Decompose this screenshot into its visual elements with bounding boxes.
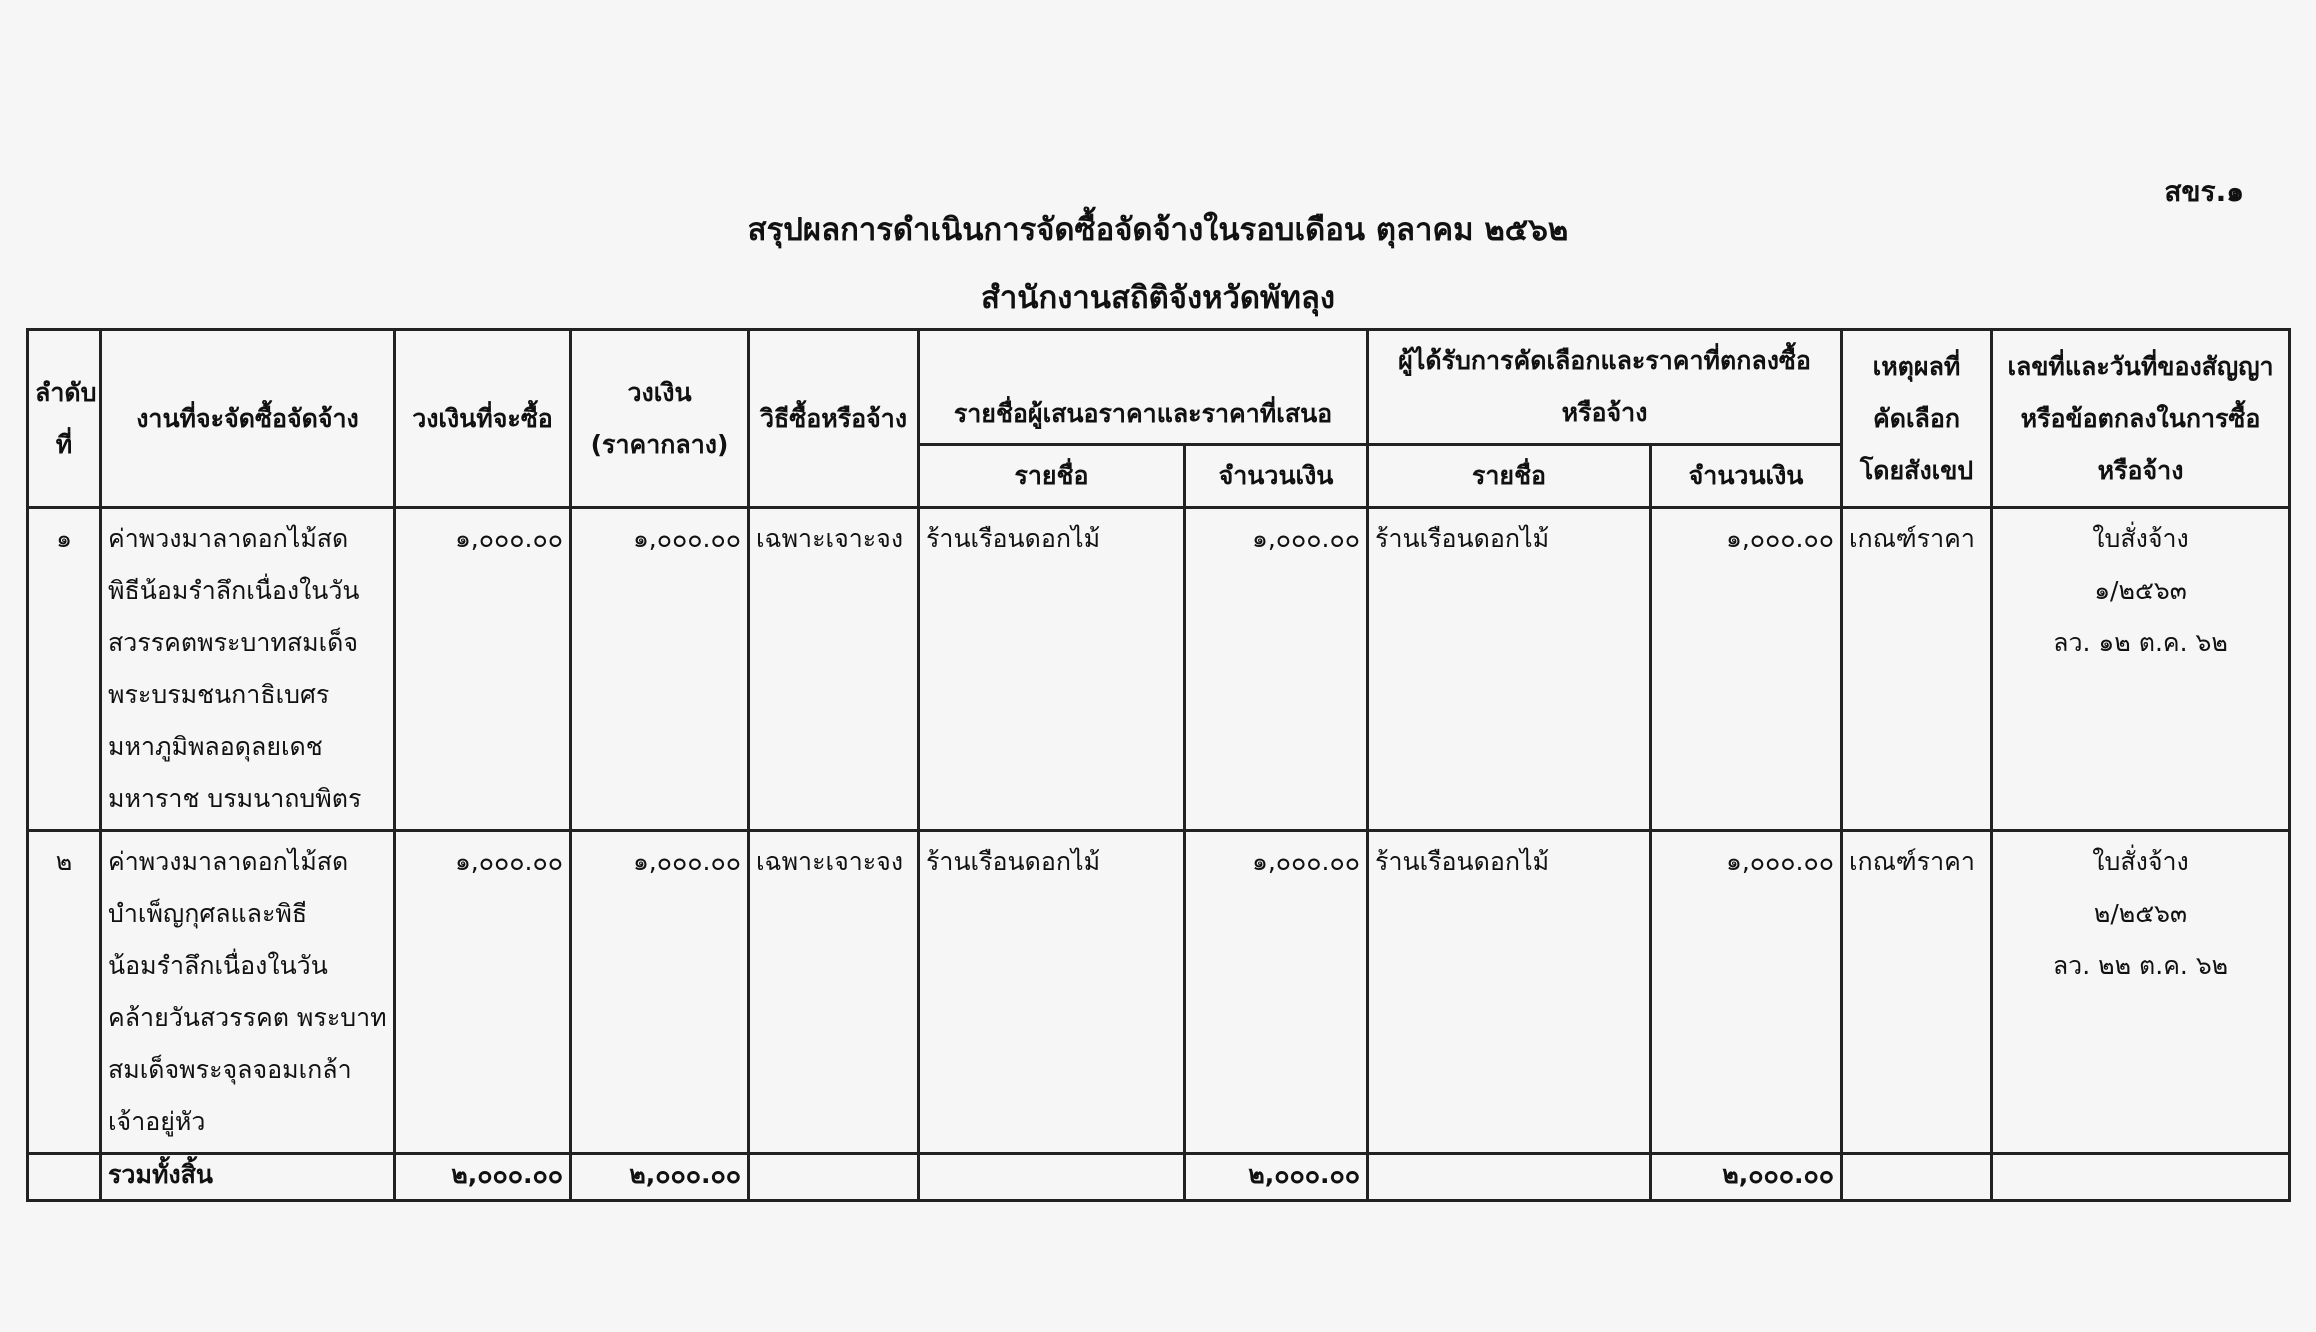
document-subtitle: สำนักงานสถิติจังหวัดพัทลุง <box>980 280 1336 316</box>
row-selected-amount: ๑,๐๐๐.๐๐ <box>1651 508 1842 831</box>
row-selected-name: ร้านเรือนดอกไม้ <box>1368 508 1651 831</box>
col-seq-header: ลำดับ ที่ <box>28 330 101 508</box>
row-reason: เกณฑ์ราคา <box>1842 508 1992 831</box>
row-median-price: ๑,๐๐๐.๐๐ <box>571 508 749 831</box>
row-item: ค่าพวงมาลาดอกไม้สด บำเพ็ญกุศลและพิธี น้อมรำลึกเนื่องในวัน คล้ายวันสวรรคต พระบาท สมเด็จพระจุลจอมเกล้า เจ้าอยู่หัว <box>101 831 395 1154</box>
table-row <box>28 831 2290 1154</box>
col-median-price-header: วงเงิน (ราคากลาง) <box>571 330 749 508</box>
row-budget: ๑,๐๐๐.๐๐ <box>395 508 571 831</box>
total-label: รวมทั้งสิ้น <box>101 1154 395 1201</box>
col-bidders-group-header: รายชื่อผู้เสนอราคาและราคาที่เสนอ <box>919 330 1368 445</box>
row-contract: ใบสั่งจ้าง ๑/๒๕๖๓ ลว. ๑๒ ต.ค. ๖๒ <box>1992 508 2290 831</box>
total-method-cell <box>749 1154 919 1201</box>
col-bidder-amount-header: จำนวนเงิน <box>1185 445 1368 508</box>
total-reason-cell <box>1842 1154 1992 1201</box>
col-item-header: งานที่จะจัดซื้อจัดจ้าง <box>101 330 395 508</box>
row-bidder-name: ร้านเรือนดอกไม้ <box>919 831 1185 1154</box>
form-code: สขร.๑ <box>2164 175 2244 208</box>
row-seq: ๒ <box>28 831 101 1154</box>
row-reason: เกณฑ์ราคา <box>1842 831 1992 1154</box>
row-method: เฉพาะเจาะจง <box>749 508 919 831</box>
table-row <box>28 508 2290 831</box>
row-median-price: ๑,๐๐๐.๐๐ <box>571 831 749 1154</box>
procurement-table <box>26 328 2291 1202</box>
row-item: ค่าพวงมาลาดอกไม้สด พิธีน้อมรำลึกเนื่องในวัน สวรรคตพระบาทสมเด็จ พระบรมชนกาธิเบศร มหาภูมิพลอดุลยเดช มหาราช บรมนาถบพิตร <box>101 508 395 831</box>
row-seq: ๑ <box>28 508 101 831</box>
col-contract-header: เลขที่และวันที่ของสัญญา หรือข้อตกลงในการซื้อ หรือจ้าง <box>1992 330 2290 508</box>
total-seq-cell <box>28 1154 101 1201</box>
row-contract: ใบสั่งจ้าง ๒/๒๕๖๓ ลว. ๒๒ ต.ค. ๖๒ <box>1992 831 2290 1154</box>
col-selected-group-header: ผู้ได้รับการคัดเลือกและราคาที่ตกลงซื้อ หรือจ้าง <box>1368 330 1842 445</box>
col-budget-header: วงเงินที่จะซื้อ <box>395 330 571 508</box>
col-selected-amount-header: จำนวนเงิน <box>1651 445 1842 508</box>
col-reason-header: เหตุผลที่ คัดเลือก โดยสังเขป <box>1842 330 1992 508</box>
row-selected-amount: ๑,๐๐๐.๐๐ <box>1651 831 1842 1154</box>
document-title: สรุปผลการดำเนินการจัดซื้อจัดจ้างในรอบเดือน ตุลาคม ๒๕๖๒ <box>747 212 1569 248</box>
total-row <box>28 1154 2290 1201</box>
row-budget: ๑,๐๐๐.๐๐ <box>395 831 571 1154</box>
row-bidder-name: ร้านเรือนดอกไม้ <box>919 508 1185 831</box>
col-selected-name-header: รายชื่อ <box>1368 445 1651 508</box>
total-bidder-amount: ๒,๐๐๐.๐๐ <box>1185 1154 1368 1201</box>
total-budget: ๒,๐๐๐.๐๐ <box>395 1154 571 1201</box>
row-bidder-amount: ๑,๐๐๐.๐๐ <box>1185 508 1368 831</box>
col-bidder-name-header: รายชื่อ <box>919 445 1185 508</box>
header-row-1 <box>28 330 2290 445</box>
col-method-header: วิธีซื้อหรือจ้าง <box>749 330 919 508</box>
row-bidder-amount: ๑,๐๐๐.๐๐ <box>1185 831 1368 1154</box>
total-selected-amount: ๒,๐๐๐.๐๐ <box>1651 1154 1842 1201</box>
total-bidder-name-cell <box>919 1154 1185 1201</box>
row-method: เฉพาะเจาะจง <box>749 831 919 1154</box>
total-contract-cell <box>1992 1154 2290 1201</box>
row-selected-name: ร้านเรือนดอกไม้ <box>1368 831 1651 1154</box>
total-median-price: ๒,๐๐๐.๐๐ <box>571 1154 749 1201</box>
total-selected-name-cell <box>1368 1154 1651 1201</box>
